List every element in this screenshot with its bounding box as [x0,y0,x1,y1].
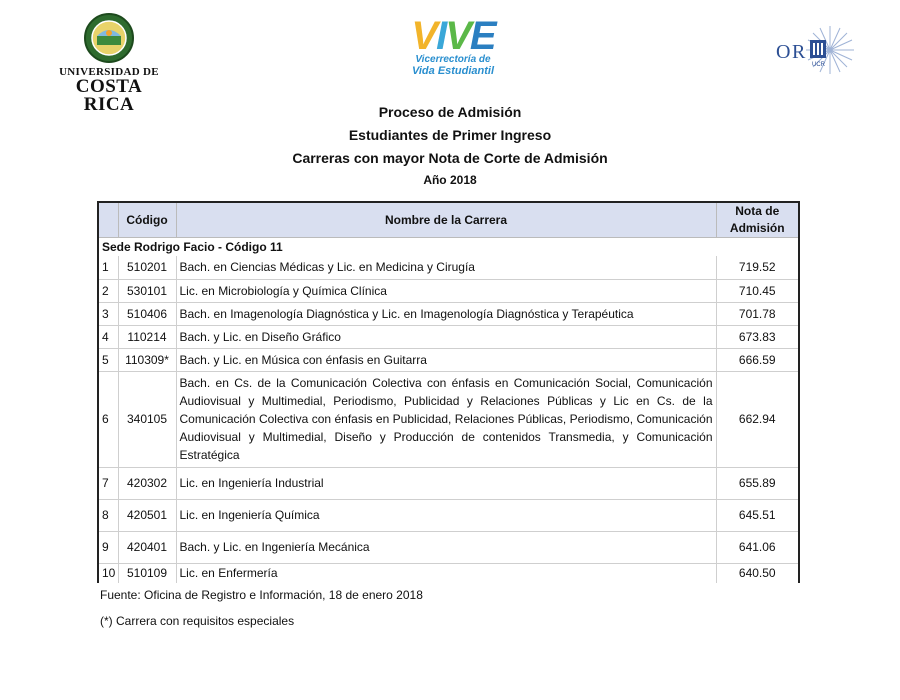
title-estudiantes: Estudiantes de Primer Ingreso [348,127,552,143]
title-carreras: Carreras con mayor Nota de Corte de Admisión [292,150,608,166]
row-number: 9 [98,531,118,563]
row-nota: 701.78 [716,302,799,325]
sede-label: Sede Rodrigo Facio - Código 11 [98,238,799,257]
ucr-seal-icon [83,12,135,64]
row-nombre: Lic. en Enfermería [176,563,716,583]
admission-table [97,201,800,583]
row-codigo: 510201 [118,256,176,279]
row-codigo: 420501 [118,499,176,531]
row-codigo: 530101 [118,279,176,302]
row-nombre: Bach. y Lic. en Música con énfasis en Guitarra [176,348,716,371]
header-number [98,202,118,238]
row-nota: 640.50 [716,563,799,583]
vive-logo-word: VIVE [411,14,495,58]
table-row [98,279,799,302]
row-nombre: Lic. en Ingeniería Química [176,499,716,531]
table-row [98,325,799,348]
ucr-logo-line2: COSTA RICA [75,76,143,115]
footnote-fuente: Fuente: Oficina de Registro e Información, 18 de enero 2018 [100,588,423,602]
table-row [98,499,799,531]
row-nombre: Bach. y Lic. en Ingeniería Mecánica [176,531,716,563]
ori-logo [770,22,860,78]
row-codigo: 510406 [118,302,176,325]
header-nota: Nota de Admisión [716,202,799,238]
row-nota: 666.59 [716,348,799,371]
row-nota: 662.94 [716,371,799,467]
row-nota: 719.52 [716,256,799,279]
row-nota: 645.51 [716,499,799,531]
row-number: 5 [98,348,118,371]
row-nombre: Bach. en Cs. de la Comunicación Colectiva con énfasis en Comunicación Social, Comunicación Audiovisual y Multimedial, Periodismo, Publicidad y Relaciones Públicas y Lic en Cs. de la Comunicación Colectiva con énfasis en Publicidad, Relaciones Públicas, Periodismo, Comunicación Audiovisual y Multimedial, Diseño y Producción de contenidos Transmedia, y Comunicación Estratégica [176,371,716,467]
row-nota: 655.89 [716,467,799,499]
row-number: 4 [98,325,118,348]
row-codigo: 420401 [118,531,176,563]
row-number: 1 [98,256,118,279]
row-codigo: 340105 [118,371,176,467]
title-proceso: Proceso de Admisión [378,104,522,120]
table-row [98,256,799,279]
row-number: 6 [98,371,118,467]
svg-text:O: O [776,41,791,63]
row-number: 10 [98,563,118,583]
sede-row [98,238,799,257]
row-nota: 641.06 [716,531,799,563]
header-codigo: Código [118,202,176,238]
table-header-row [98,202,799,238]
svg-text:R: R [792,41,806,63]
svg-text:UCR: UCR [812,62,825,68]
table-row [98,563,799,583]
table-row [98,302,799,325]
row-codigo: 110309* [118,348,176,371]
ucr-logo-line1: UNIVERSIDAD DE [59,66,159,78]
row-codigo: 420302 [118,467,176,499]
row-number: 8 [98,499,118,531]
row-nota: 710.45 [716,279,799,302]
table-row [98,531,799,563]
row-nombre: Lic. en Microbiología y Química Clínica [176,279,716,302]
table-row [98,348,799,371]
title-anio: Año 2018 [423,173,477,187]
row-codigo: 110214 [118,325,176,348]
row-number: 3 [98,302,118,325]
table-row [98,467,799,499]
ori-logo-icon [770,22,860,78]
row-nombre: Bach. en Ciencias Médicas y Lic. en Medicina y Cirugía [176,256,716,279]
ucr-logo [50,12,168,114]
document-titles [0,101,900,190]
row-codigo: 510109 [118,563,176,583]
row-nota: 673.83 [716,325,799,348]
row-nombre: Bach. en Imagenología Diagnóstica y Lic. en Imagenología Diagnóstica y Terapéutica [176,302,716,325]
row-nombre: Bach. y Lic. en Diseño Gráfico [176,325,716,348]
row-number: 2 [98,279,118,302]
vive-logo [398,14,508,77]
vive-logo-sub1: Vicerrectoría de [415,54,491,65]
vive-logo-sub2: Vida Estudiantil [411,65,495,77]
row-nombre: Lic. en Ingeniería Industrial [176,467,716,499]
footnote-especiales: (*) Carrera con requisitos especiales [100,614,295,628]
header-nombre: Nombre de la Carrera [176,202,716,238]
table-row [98,371,799,467]
row-number: 7 [98,467,118,499]
